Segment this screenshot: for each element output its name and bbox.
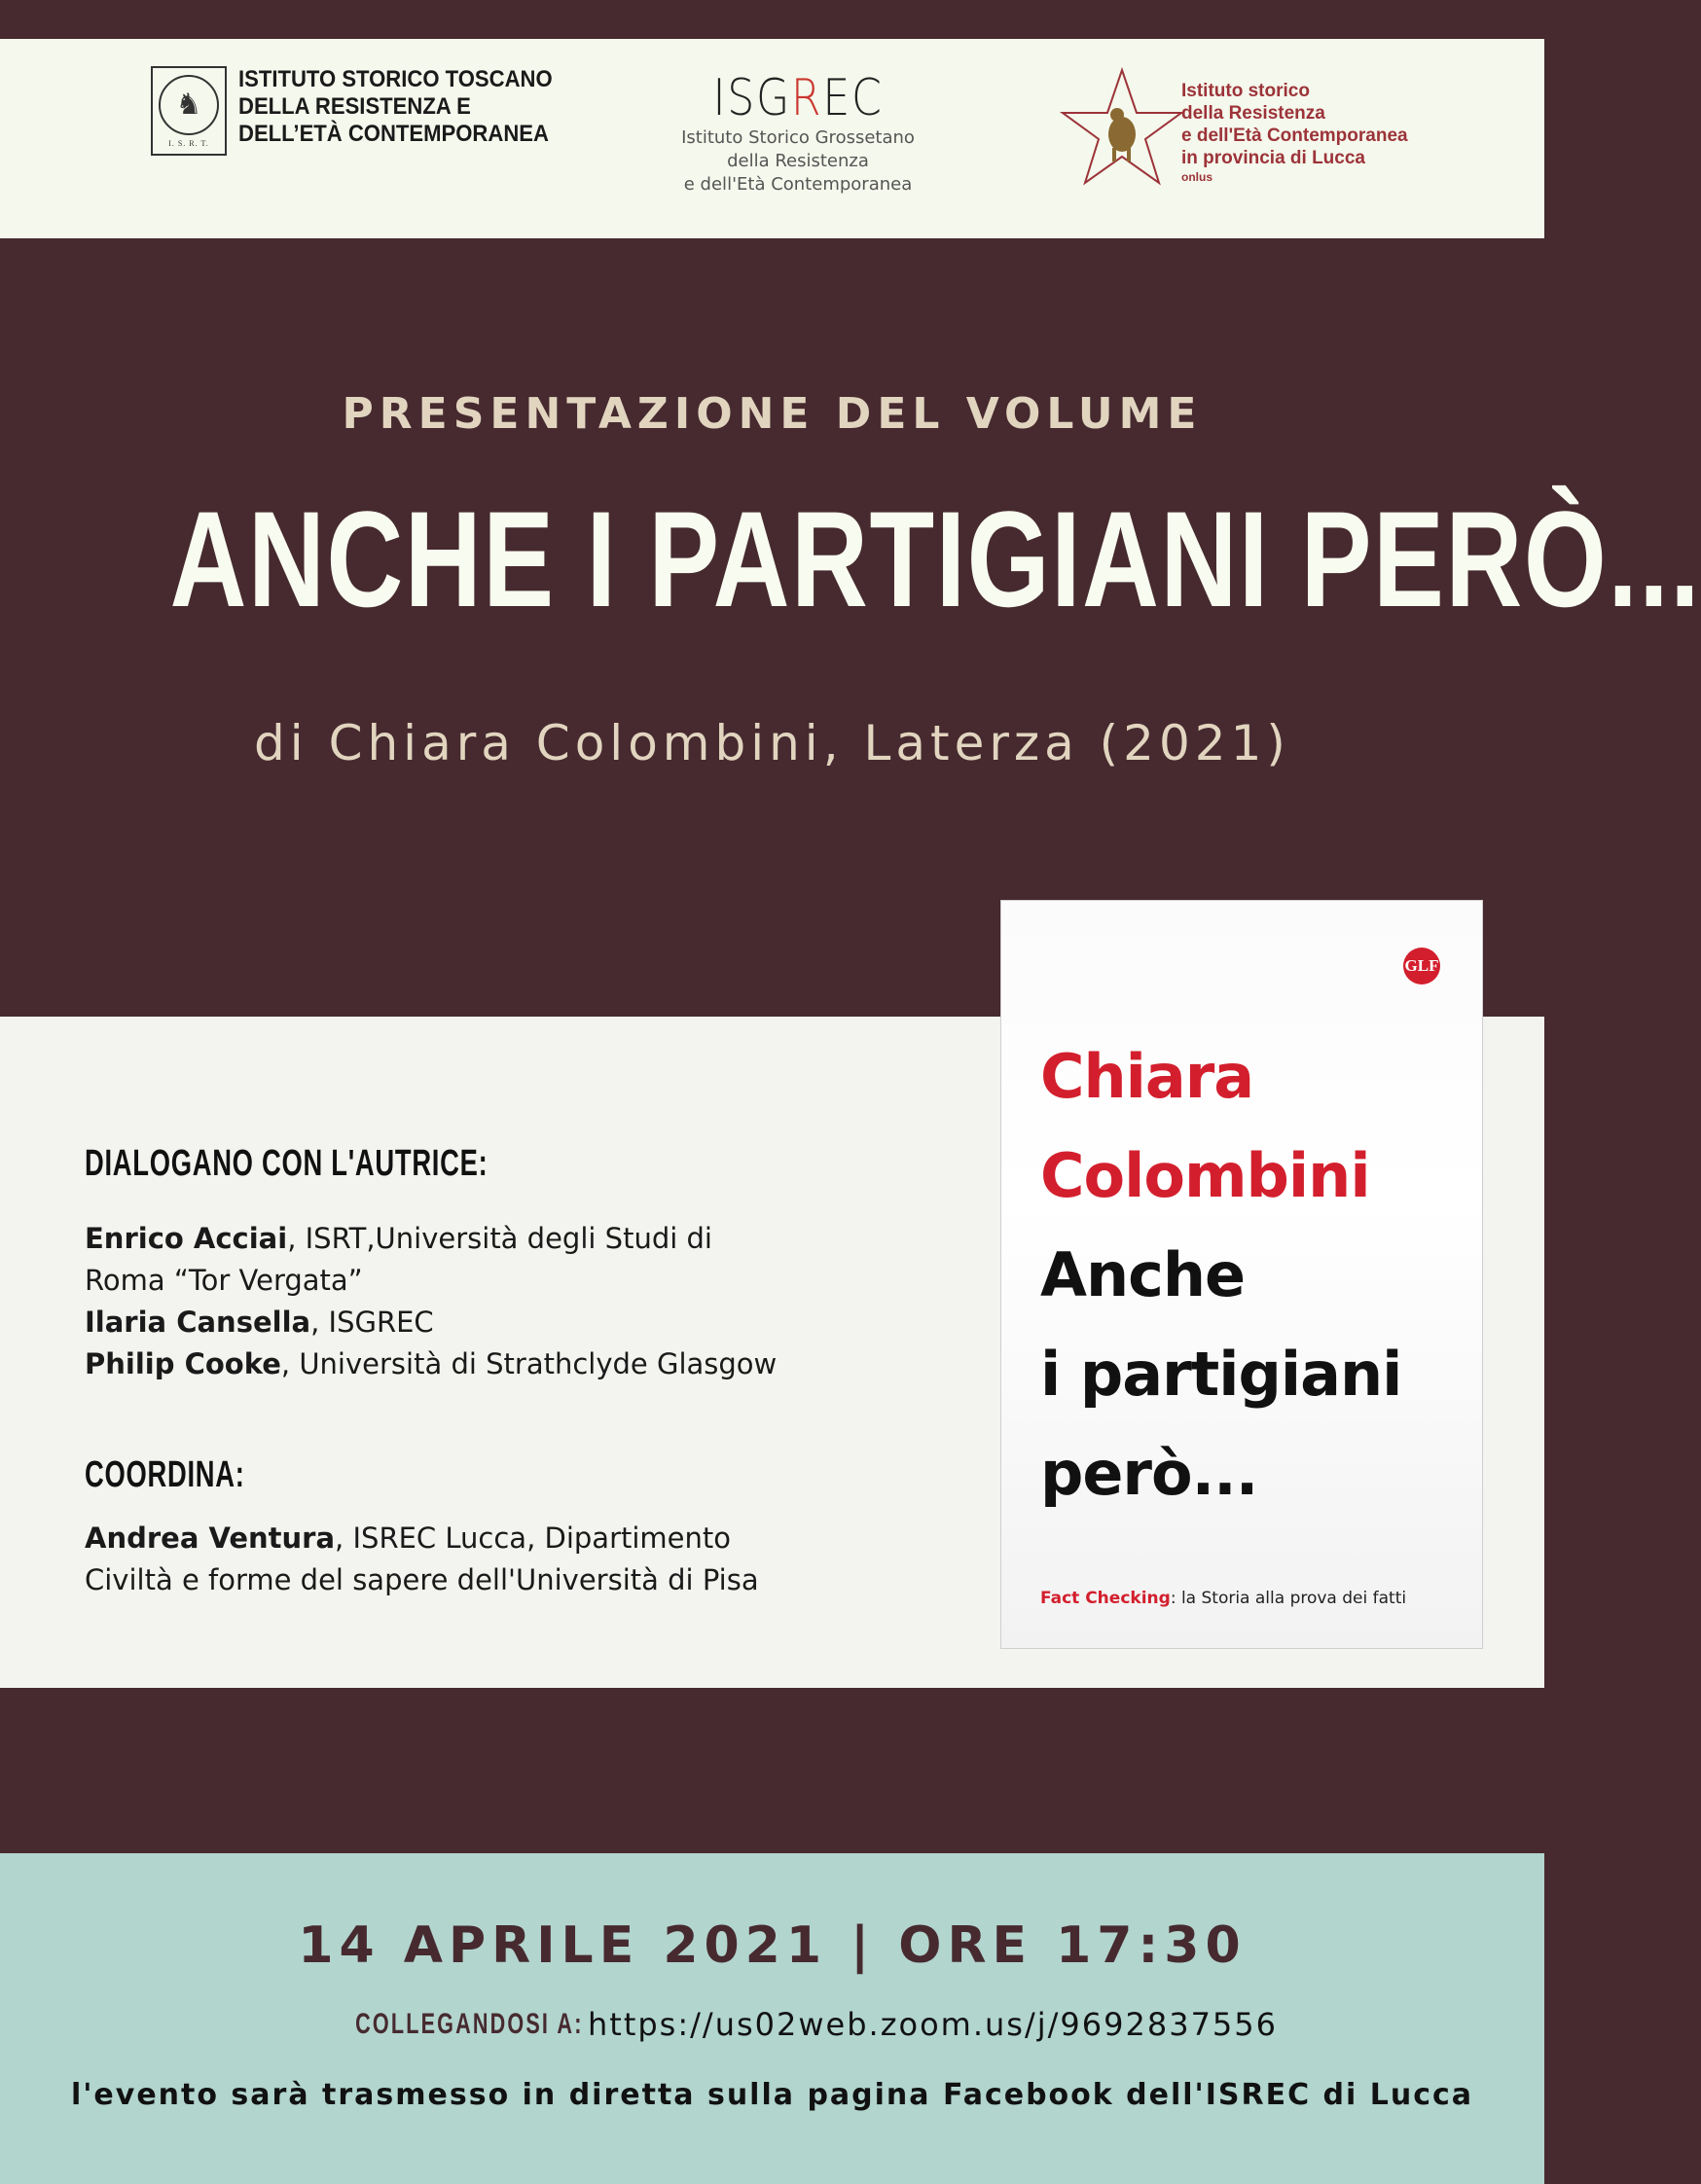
isgrec-line: Istituto Storico Grossetano [681, 127, 915, 148]
isgrec-line: e dell'Età Contemporanea [683, 174, 913, 195]
book-title [1040, 1226, 1401, 1523]
speaker-name: Enrico Acciai [85, 1222, 288, 1255]
pretitle: PRESENTAZIONE DEL VOLUME [342, 389, 1203, 439]
pegasus-icon: ♞ [159, 75, 219, 135]
isrt-line: DELL’ETÀ CONTEMPORANEA [238, 121, 549, 147]
lucca-line: della Resistenza [1181, 103, 1325, 124]
lucca-line: in provincia di Lucca [1181, 148, 1365, 168]
speaker-item [85, 1302, 785, 1343]
speaker-item [85, 1218, 785, 1302]
lucca-line: Istituto storico [1181, 81, 1310, 101]
publisher-logo-icon: GLF [1403, 948, 1440, 985]
book-author-line: Colombini [1040, 1140, 1370, 1211]
book-title-line: Anche [1040, 1239, 1246, 1310]
isrt-name [238, 66, 553, 148]
speaker-list [85, 1218, 785, 1385]
coordinator-affiliation: , ISREC Lucca, Dipartimento Civiltà e forme del sapere dell'Università di Pisa [85, 1522, 759, 1596]
top-stripe [0, 0, 1544, 39]
isrt-line: ISTITUTO STORICO TOSCANO [238, 66, 553, 92]
speaker-affiliation: , ISGREC [310, 1306, 434, 1339]
stream-note: l'evento sarà trasmesso in diretta sulla pagina Facebook dell'ISREC di Lucca [70, 2078, 1474, 2112]
isrec-lucca-logo [1059, 66, 1408, 188]
star-icon [1059, 66, 1185, 188]
speaker-affiliation: , ISRT,Università degli Studi di Roma “Tor Vergata” [85, 1222, 712, 1297]
book-series-subtitle: : la Storia alla prova dei fatti [1170, 1589, 1407, 1608]
lucca-onlus: onlus [1181, 170, 1212, 184]
speaker-name: Philip Cooke [85, 1347, 281, 1380]
zoom-link[interactable]: https://us02web.zoom.us/j/9692837556 [587, 2006, 1278, 2043]
speaker-affiliation: , Università di Strathclyde Glasgow [280, 1347, 778, 1380]
dialogue-heading: DIALOGANO CON L'AUTRICE: [85, 1143, 489, 1184]
isrt-logo [151, 66, 580, 156]
event-date: 14 APRILE 2021 | ORE 17:30 [298, 1916, 1247, 1975]
coordinator [85, 1518, 785, 1601]
book-series-name: Fact Checking [1040, 1589, 1171, 1608]
book-author-line: Chiara [1040, 1041, 1254, 1112]
isrec-lucca-name [1181, 80, 1408, 185]
isrt-seal-text: I. S. R. T. [168, 138, 209, 148]
connect-line [0, 2006, 1544, 2043]
isgrec-wordmark-part: ISG [712, 69, 791, 127]
byline: di Chiara Colombini, Laterza (2021) [254, 715, 1290, 771]
isgrec-wordmark [682, 70, 914, 126]
isrt-line: DELLA RESISTENZA E [238, 93, 471, 120]
speaker-name: Ilaria Cansella [85, 1306, 311, 1339]
isgrec-logo [662, 70, 934, 197]
book-series [1040, 1589, 1406, 1608]
lucca-line: e dell'Età Contemporanea [1181, 125, 1408, 146]
speaker-item [85, 1343, 785, 1385]
isgrec-line: della Resistenza [727, 151, 869, 171]
book-title-line: i partigiani [1040, 1339, 1402, 1410]
coordinator-name: Andrea Ventura [85, 1522, 336, 1555]
isgrec-wordmark-r: R [790, 69, 823, 127]
coordinator-heading: COORDINA: [85, 1454, 245, 1495]
lower-dark-band [0, 1688, 1544, 1853]
isrt-emblem [151, 66, 227, 156]
main-title: ANCHE I PARTIGIANI PERÒ... [169, 483, 1701, 635]
isgrec-wordmark-part: EC [822, 69, 884, 127]
lion-icon [1108, 108, 1136, 161]
book-cover [1000, 900, 1483, 1649]
book-title-line: però... [1040, 1438, 1258, 1509]
connect-label: COLLEGANDOSI A: [355, 2008, 584, 2040]
book-author [1040, 1027, 1370, 1226]
